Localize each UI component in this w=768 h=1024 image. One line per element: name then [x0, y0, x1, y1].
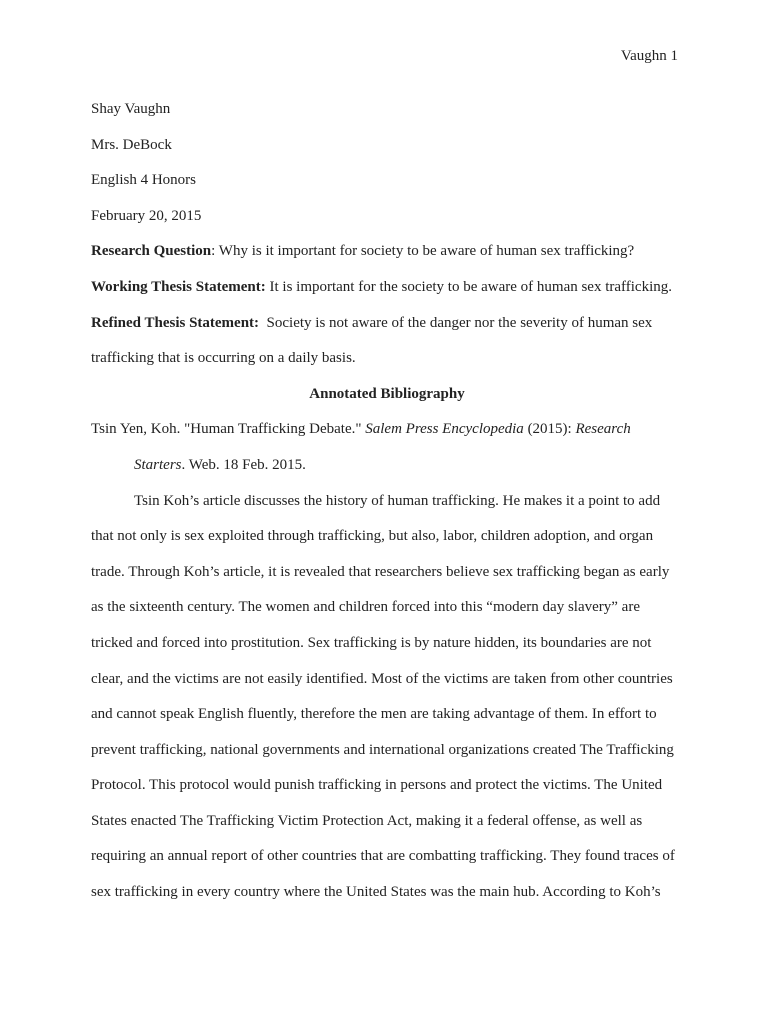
annotation-line: trade. Through Koh’s article, it is revealed that researchers believe sex trafficking began as early	[91, 563, 670, 580]
citation-line-1	[91, 412, 683, 448]
annotation-line: States enacted The Trafficking Victim Protection Act, making it a federal offense, as well as	[91, 812, 643, 829]
document-body	[91, 92, 683, 911]
refined-thesis-label: Refined Thesis Statement:	[91, 314, 260, 331]
annotation-line: sex trafficking in every country where the United States was the main hub. According to Koh’s	[91, 884, 661, 901]
annotation-line: Tsin Koh’s article discusses the history of human trafficking. He makes it a point to add	[134, 492, 661, 509]
bibliography-title: Annotated Bibliography	[309, 385, 465, 402]
annotation-line: that not only is sex exploited through trafficking, but also, labor, children adoption, and organ	[91, 528, 654, 545]
refined-thesis-text: Society is not aware of the danger nor the severity of human sex	[259, 314, 653, 331]
refined-thesis	[91, 306, 683, 342]
annotation-line: Protocol. This protocol would punish trafficking in persons and protect the victims. The United	[91, 777, 663, 794]
teacher-name: Mrs. DeBock	[91, 136, 172, 153]
annotation-line: clear, and the victims are not easily identified. Most of the victims are taken from other countries	[91, 670, 673, 687]
annotation-line: tricked and forced into prostitution. Sex trafficking is by nature hidden, its boundaries are not	[91, 634, 652, 651]
annotation-line: prevent trafficking, national governments and international organizations created The Trafficking	[91, 741, 674, 758]
citation-access: . Web. 18 Feb. 2015.	[181, 456, 306, 473]
citation-database-a: Research	[575, 421, 631, 438]
research-question-text: : Why is it important for society to be aware of human sex trafficking?	[211, 243, 635, 260]
course-name: English 4 Honors	[91, 172, 196, 189]
annotation-line: and cannot speak English fluently, therefore the men are taking advantage of them. In effort to	[91, 706, 657, 723]
refined-thesis-continued: trafficking that is occurring on a daily basis.	[91, 350, 356, 367]
working-thesis-label: Working Thesis Statement:	[91, 278, 266, 295]
citation-author-title: Tsin Yen, Koh. "Human Trafficking Debate."	[91, 421, 366, 438]
citation-database-b: Starters	[134, 456, 182, 473]
citation-line-2	[91, 448, 683, 484]
running-head: Vaughn 1	[620, 48, 678, 64]
working-thesis	[91, 270, 683, 306]
citation-year: (2015):	[523, 421, 576, 438]
document-date: February 20, 2015	[91, 207, 202, 224]
annotation-line: requiring an annual report of other countries that are combatting trafficking. They found traces of	[91, 848, 675, 865]
annotation-line: as the sixteenth century. The women and children forced into this “modern day slavery” are	[91, 599, 640, 616]
working-thesis-text: It is important for the society to be aware of human sex trafficking.	[265, 278, 673, 295]
annotation-paragraph	[91, 484, 683, 911]
research-question	[91, 234, 683, 270]
research-question-label: Research Question	[91, 243, 212, 260]
student-name: Shay Vaughn	[91, 101, 171, 117]
citation-source: Salem Press Encyclopedia	[365, 421, 524, 438]
